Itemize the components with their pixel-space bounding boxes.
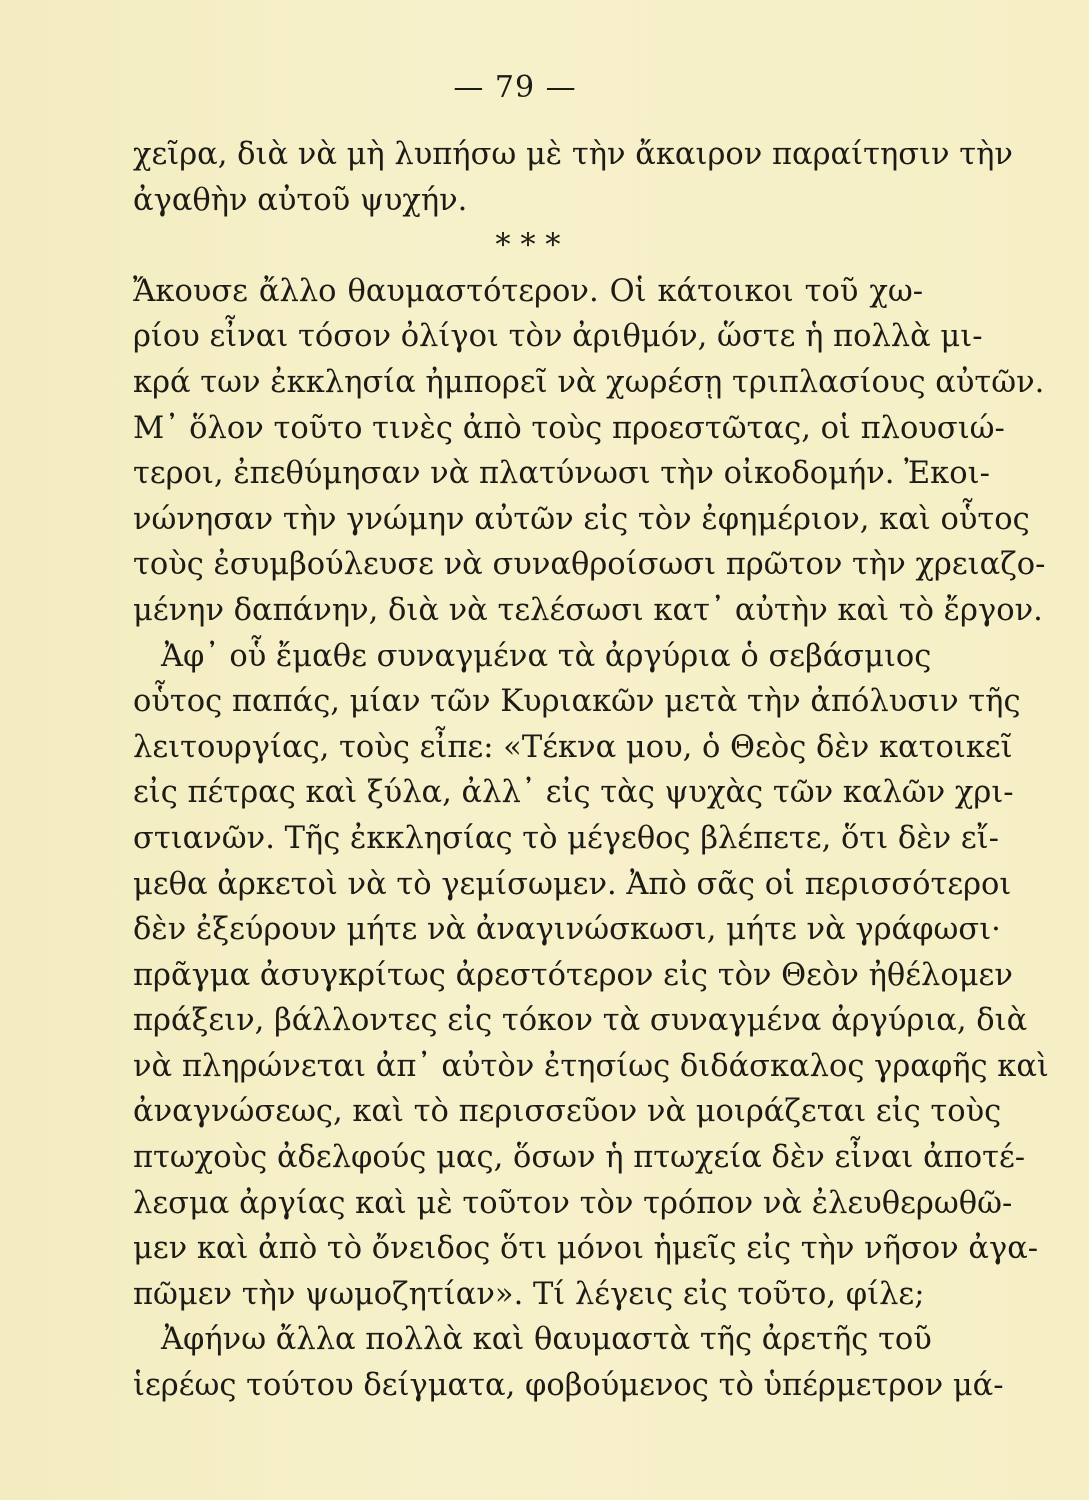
text-line: Ἀφ᾽ οὗ ἔμαθε συναγμένα τὰ ἀργύρια ὁ σεβάσμιος — [161, 638, 932, 674]
body-text — [133, 132, 1049, 1409]
text-line: μεν καὶ ἀπὸ τὸ ὄνειδος ὅτι μόνοι ἡμεῖς εἰς τὴν νῆσον ἀγα- — [133, 1231, 1039, 1267]
text-line: μένην δαπάνην, διὰ νὰ τελέσωσι κατ᾽ αὐτὴν καὶ τὸ ἔργον. — [133, 592, 1043, 628]
text-line: ἱερέως τούτου δείγματα, φοβούμενος τὸ ὑπέρμετρον μά- — [133, 1368, 1004, 1404]
text-line: εἰς πέτρας καὶ ξύλα, ἀλλ᾽ εἰς τὰς ψυχὰς τῶν καλῶν χρι- — [133, 775, 1014, 811]
section-separator: * * * — [495, 228, 561, 264]
text-line: πρᾶγμα ἀσυγκρίτως ἀρεστότερον εἰς τὸν Θεὸν ἠθέλομεν — [133, 957, 1013, 993]
text-line: πράξειν, βάλλοντες εἰς τόκον τὰ συναγμένα ἀργύρια, διὰ — [133, 1003, 1028, 1039]
text-line: λεσμα ἀργίας καὶ μὲ τοῦτον τὸν τρόπον νὰ ἐλευθερωθῶ- — [133, 1185, 1013, 1221]
text-line: τεροι, ἐπεθύμησαν νὰ πλατύνωσι τὴν οἰκοδομήν. Ἐκοι- — [133, 456, 990, 492]
text-line: πτωχοὺς ἀδελφούς μας, ὅσων ἡ πτωχεία δὲν εἶναι ἀποτέ- — [133, 1140, 1026, 1176]
text-line: τοὺς ἐσυμβούλευσε νὰ συναθροίσωσι πρῶτον τὴν χρειαζο- — [133, 547, 1046, 583]
text-line: οὗτος παπάς, μίαν τῶν Κυριακῶν μετὰ τὴν ἀπόλυσιν τῆς — [133, 684, 1021, 720]
text-line: Ἀφήνω ἄλλα πολλὰ καὶ θαυμαστὰ τῆς ἀρετῆς τοῦ — [161, 1322, 932, 1358]
text-line: δὲν ἐξεύρουν μήτε νὰ ἀναγινώσκωσι, μήτε νὰ γράφωσι· — [133, 912, 1001, 948]
text-line: χεῖρα, διὰ νὰ μὴ λυπήσω μὲ τὴν ἄκαιρον παραίτησιν τὴν — [133, 137, 1013, 172]
text-line: στιανῶν. Τῆς ἐκκλησίας τὸ μέγεθος βλέπετε, ὅτι δὲν εἴ- — [133, 820, 999, 856]
text-line: μεθα ἀρκετοὶ νὰ τὸ γεμίσωμεν. Ἀπὸ σᾶς οἱ περισσότεροι — [133, 866, 1012, 902]
text-line: λειτουργίας, τοὺς εἶπε: «Τέκνα μου, ὁ Θεὸς δὲν κατοικεῖ — [133, 729, 1013, 765]
text-line: πῶμεν τὴν ψωμοζητίαν». Τί λέγεις εἰς τοῦτο, φίλε; — [133, 1276, 925, 1312]
text-line: ἀναγνώσεως, καὶ τὸ περισσεῦον νὰ μοιράζεται εἰς τοὺς — [133, 1094, 1002, 1130]
text-line: ρίου εἶναι τόσον ὀλίγοι τὸν ἀριθμόν, ὥστε ἡ πολλὰ μι- — [133, 319, 983, 355]
text-line: Μ᾽ ὅλον τοῦτο τινὲς ἀπὸ τοὺς προεστῶτας, οἱ πλουσιώ- — [133, 410, 1005, 446]
text-line: κρά των ἐκκλησία ἠμπορεῖ νὰ χωρέσῃ τριπλασίους αὐτῶν. — [133, 364, 1045, 400]
text-line: νὰ πληρώνεται ἀπ᾽ αὐτὸν ἐτησίως διδάσκαλος γραφῆς καὶ — [133, 1048, 1049, 1084]
text-line: Ἄκουσε ἄλλο θαυμαστότερον. Οἱ κάτοικοι τοῦ χω- — [133, 273, 923, 309]
text-line: νώνησαν τὴν γνώμην αὐτῶν εἰς τὸν ἐφημέριον, καὶ οὗτος — [133, 501, 1030, 537]
page-number: — 79 — — [453, 70, 577, 105]
text-line: ἀγαθὴν αὐτοῦ ψυχήν. — [133, 182, 468, 218]
